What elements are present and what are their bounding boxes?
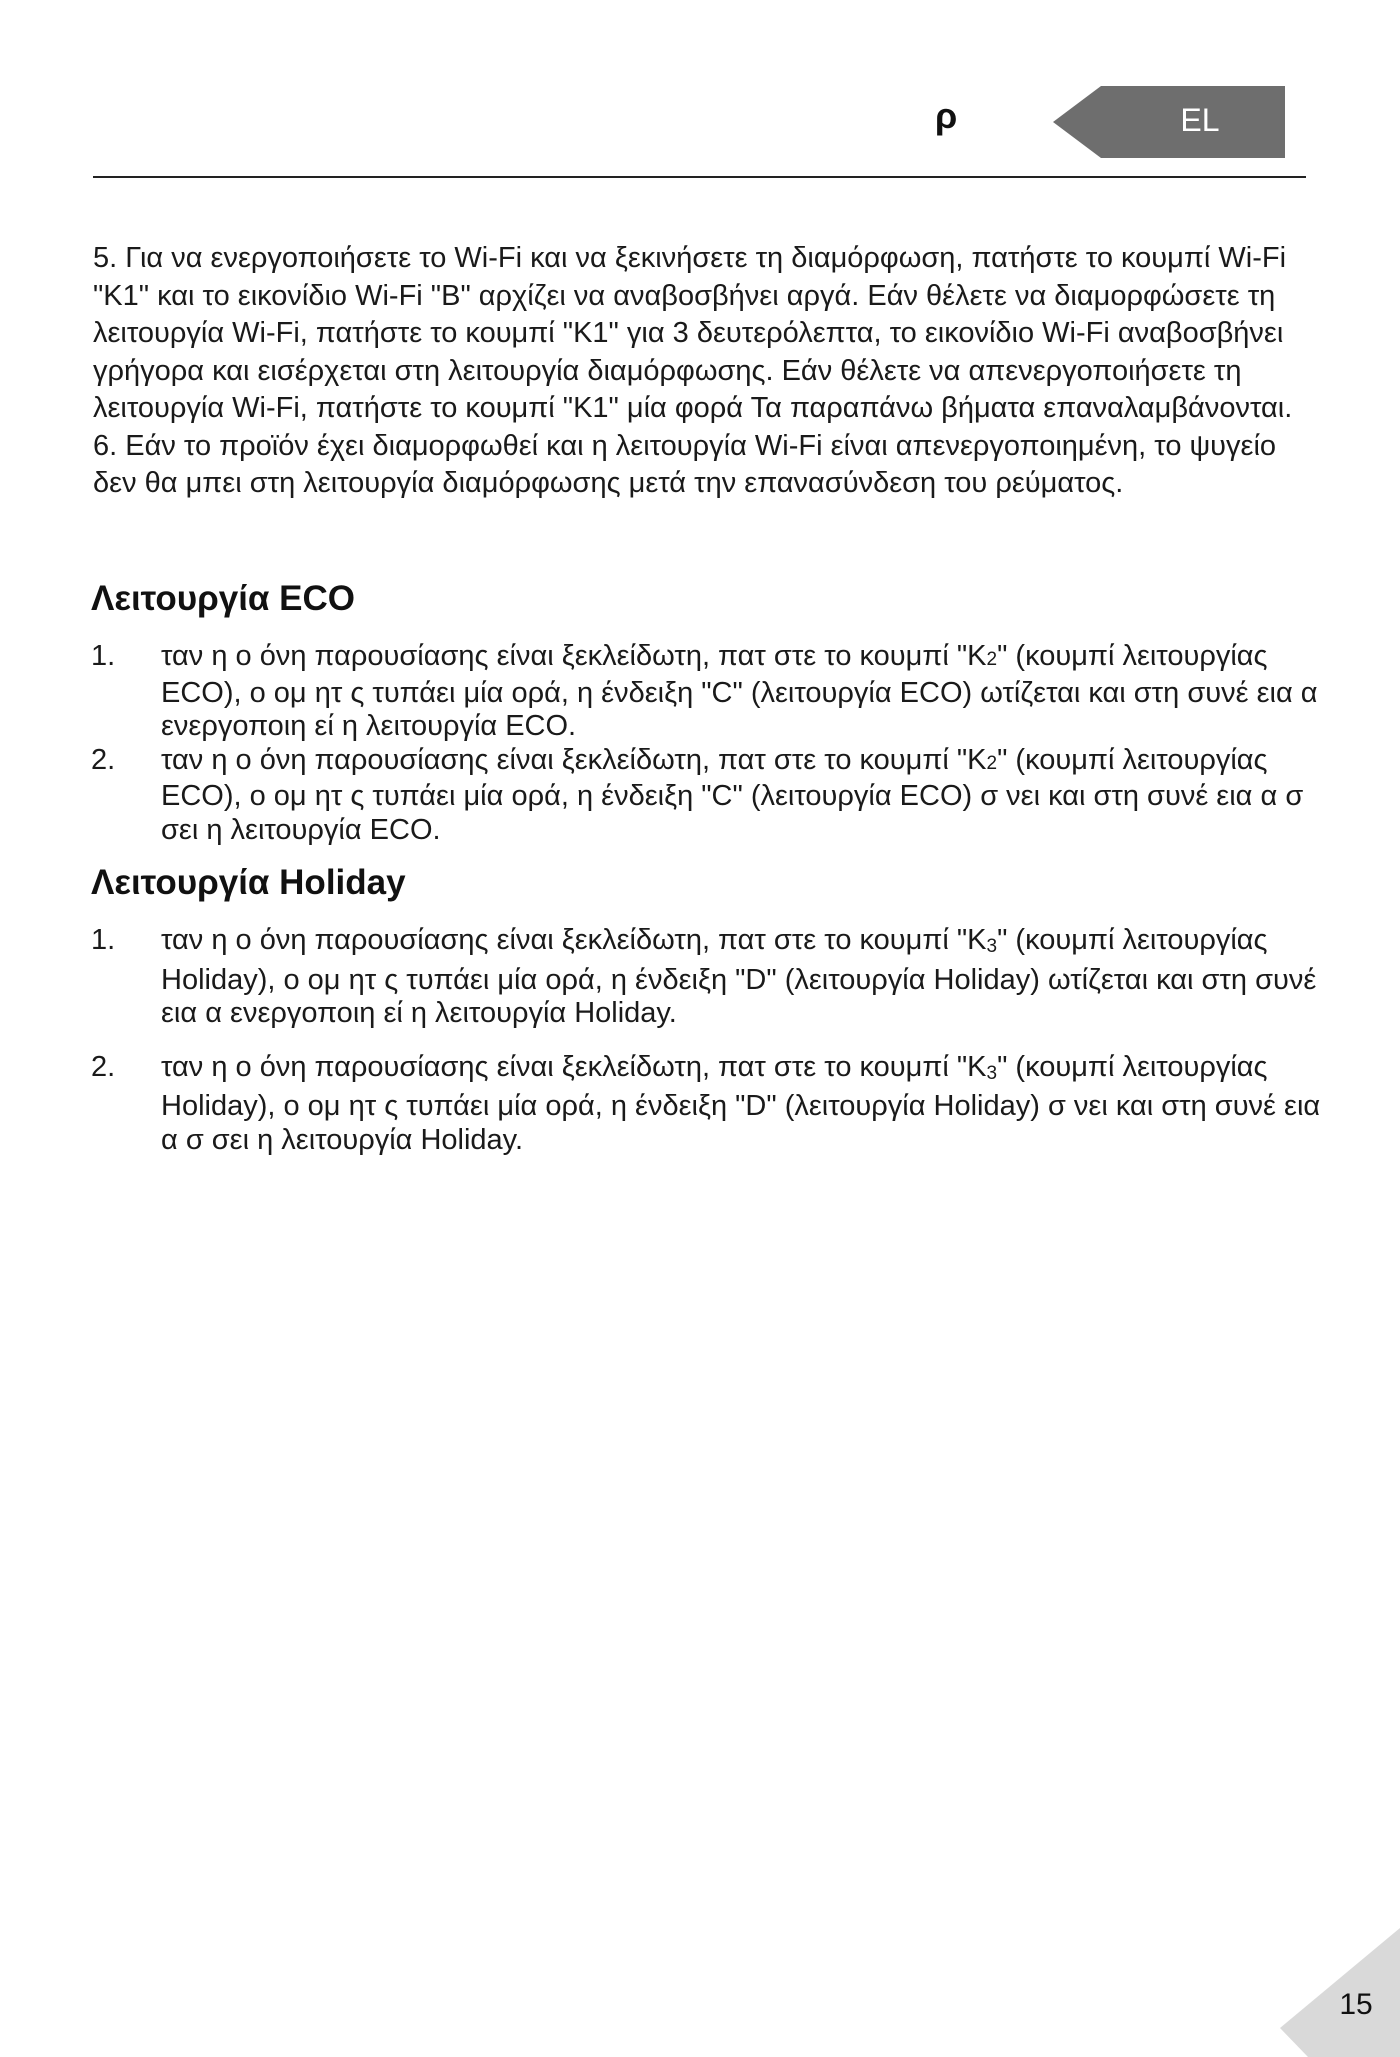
- list-item-text: ταν η ο όνη παρουσίασης είναι ξεκλείδωτη, πατ στε το κουμπί "K2" (κουμπί λειτουργίας ECO), ο ομ ητ ς τυπάει μία ορά, η ένδειξη "C" (λειτουργία ECO) σ νει και στη συνέ εια α σ σει η λειτουργία ECO.: [161, 743, 1304, 846]
- eco-section-title: Λειτουργία ECO: [91, 579, 356, 618]
- wifi-step-5: 5. Για να ενεργοποιήσετε το Wi-Fi και να ξεκινήσετε τη διαμόρφωση, πατήστε το κουμπί Wi-Fi "K1" και το εικονίδιο Wi-Fi "B" αρχίζει να αναβοσβήνει αργά. Εάν θέλετε να διαμορφώσετε τη λειτουργία Wi-Fi, πατήστε το κουμπί "K1" για 3 δευτερόλεπτα, το εικονίδιο Wi-Fi αναβοσβήνει γρήγορα και εισέρχεται στη λειτουργία διαμόρφωσης. Εάν θέλετε να απενεργοποιήσετε τη λειτουργία Wi-Fi, πατήστε το κουμπί "K1" μία φορά Τα παραπάνω βήματα επαναλαμβάνονται.: [93, 242, 1293, 424]
- list-item: [91, 640, 1321, 744]
- list-item-text: ταν η ο όνη παρουσίασης είναι ξεκλείδωτη, πατ στε το κουμπί "$K_3$" (κουμπί λειτουργίας Holiday), ο ομ ητ ς τυπάει μία ορά, η ένδειξη "D" (λειτουργία Holiday) σ νει και στη συνέ εια α σ σει η λειτουργία Holiday.: [161, 1050, 1321, 1156]
- holiday-section-title: Λειτουργία Holiday: [91, 863, 406, 902]
- list-item-number: 2.: [91, 743, 116, 776]
- list-item: [91, 924, 1321, 1031]
- page-number: 15: [1339, 1988, 1373, 2021]
- header-title-glyph: ρ: [935, 95, 958, 136]
- wifi-step-6: 6. Εάν το προϊόν έχει διαμορφωθεί και η λειτουργία Wi-Fi είναι απενεργοποιημένη, το ψυγείο δεν θα μπει στη λειτουργία διαμόρφωσης μετά την επανασύνδεση του ρεύματος.: [93, 429, 1277, 499]
- holiday-list: [91, 924, 1321, 1157]
- list-item: [91, 744, 1321, 848]
- list-item-text: ταν η ο όνη παρουσίασης είναι ξεκλείδωτη, πατ στε το κουμπί "K2" (κουμπί λειτουργίας ECO), ο ομ ητ ς τυπάει μία ορά, η ένδειξη "C" (λειτουργία ECO) ωτίζεται και στη συνέ εια α ενεργοποιη εί η λειτουργία ECO.: [161, 640, 1318, 742]
- language-code: EL: [1180, 102, 1220, 138]
- list-item: [91, 1051, 1321, 1158]
- list-item-number: 1.: [91, 640, 116, 672]
- header-divider: [93, 176, 1306, 178]
- wifi-instructions: [93, 240, 1323, 503]
- list-item-number: 1.: [91, 924, 116, 956]
- list-item-number: 2.: [91, 1050, 116, 1083]
- list-item-text: ταν η ο όνη παρουσίασης είναι ξεκλείδωτη, πατ στε το κουμπί "$K_3$" (κουμπί λειτουργίας Holiday), ο ομ ητ ς τυπάει μία ορά, η ένδειξη "D" (λειτουργία Holiday) ωτίζεται και στη συνέ εια α ενεργοποιη εί η λειτουργία Holiday.: [161, 924, 1317, 1029]
- eco-list: [91, 640, 1321, 847]
